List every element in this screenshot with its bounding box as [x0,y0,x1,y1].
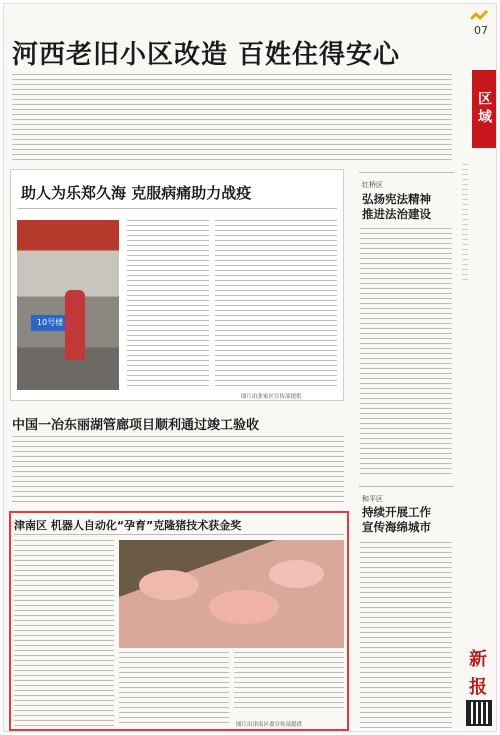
article3-column-2 [119,652,229,724]
sidebar-story2-title-line2: 宣传海绵城市 [362,520,431,534]
sidebar-story1-kicker: 红桥区 [362,181,383,189]
newspaper-logo: 新报 [469,649,487,698]
feature-byline: 图片由张家区宣传部提供 [241,394,302,400]
article3-column-3 [234,652,344,712]
qr-code-icon [466,700,492,726]
sidebar-story1-title-line2: 推进法治建设 [362,207,431,221]
emblem-icon [468,8,490,22]
section-tab: 区域 [472,70,496,148]
feature-column-2 [215,220,337,390]
sidebar-story1-title-line1: 弘扬宪法精神 [362,192,431,206]
photo-piglet [269,560,324,588]
piglets-photo [119,540,344,648]
feature-rule [17,208,337,209]
sidebar-story2-kicker: 和平区 [362,495,383,503]
newspaper-page [3,3,497,732]
page-number: 07 [474,24,488,37]
photo-piglet [209,590,279,624]
feature-photo [17,220,119,390]
sidebar-story1-body [360,228,452,478]
feature-headline: 助人为乐郑久海 克服病痛助力战疫 [21,184,252,202]
sidebar-story2-title-line1: 持续开展工作 [362,505,431,519]
photo-sign: 10号楼 [31,315,69,331]
article2-body-text [12,436,344,504]
article3-rule [14,534,344,535]
photo-piglet [139,570,199,600]
sidebar-rule [359,486,454,487]
article3-column-1 [14,540,114,728]
feature-column-1 [127,220,209,390]
sidebar-story2-body [360,542,452,728]
feature-box [10,169,344,401]
lead-headline: 河西老旧小区改造 百姓住得安心 [12,40,401,70]
article3-byline: 图片由津南区委宣传部提供 [236,722,303,728]
right-sidebar-bar [460,4,496,732]
photo-figure [65,290,85,360]
lead-body-text [12,74,452,164]
sidebar-rule [359,172,454,173]
sidebar-story1-title [362,192,431,222]
article3-headline: 津南区 机器人自动化“孕育”克隆猪技术获金奖 [14,519,242,532]
article2-headline: 中国一冶东丽湖管廊项目顺利通过竣工验收 [12,418,260,433]
sidebar-story2-title [362,505,431,535]
dateline-vertical [462,164,468,284]
